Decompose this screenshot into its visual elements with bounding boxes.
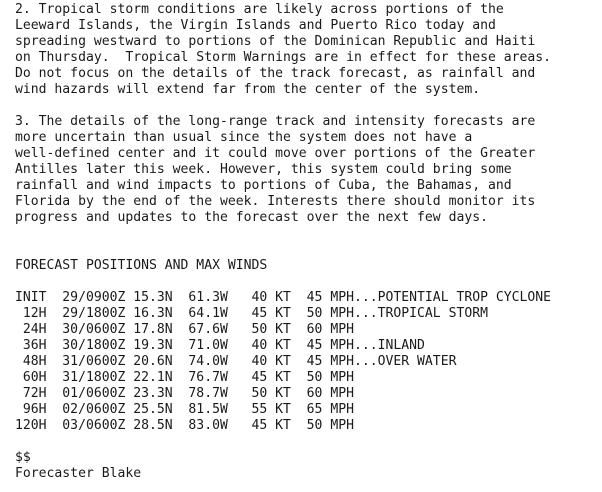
paragraph-line: well-defined center and it could move over portions of the Greater bbox=[15, 146, 536, 161]
forecast-header: FORECAST POSITIONS AND MAX WINDS bbox=[15, 258, 268, 273]
forecast-row: 120H 03/0600Z 28.5N 83.0W 45 KT 50 MPH bbox=[15, 418, 354, 433]
paragraph-line: spreading westward to portions of the Dominican Republic and Haiti bbox=[15, 34, 536, 49]
forecaster-signature: Forecaster Blake bbox=[15, 466, 142, 481]
spacer bbox=[15, 98, 602, 114]
paragraph-line: Leeward Islands, the Virgin Islands and Puerto Rico today and bbox=[15, 18, 496, 33]
paragraph-line: wind hazards will extend far from the center of the system. bbox=[15, 82, 481, 97]
paragraph-3 bbox=[15, 114, 602, 226]
forecast-row: INIT 29/0900Z 15.3N 61.3W 40 KT 45 MPH...POTENTIAL TROP CYCLONE bbox=[15, 290, 552, 305]
forecast-row: 12H 29/1800Z 16.3N 64.1W 45 KT 50 MPH...TROPICAL STORM bbox=[15, 306, 488, 321]
forecast-row: 48H 31/0600Z 20.6N 74.0W 40 KT 45 MPH...OVER WATER bbox=[15, 354, 457, 369]
paragraph-line: rainfall and wind impacts to portions of Cuba, the Bahamas, and bbox=[15, 178, 512, 193]
spacer bbox=[15, 274, 602, 290]
forecast-row: 60H 31/1800Z 22.1N 76.7W 45 KT 50 MPH bbox=[15, 370, 354, 385]
forecast-table bbox=[15, 290, 602, 434]
paragraph-line: more uncertain than usual since the system does not have a bbox=[15, 130, 473, 145]
paragraph-line: Do not focus on the details of the track forecast, as rainfall and bbox=[15, 66, 536, 81]
forecast-row: 72H 01/0600Z 23.3N 78.7W 50 KT 60 MPH bbox=[15, 386, 354, 401]
spacer bbox=[15, 226, 602, 258]
paragraph-line: progress and updates to the forecast over the next few days. bbox=[15, 210, 488, 225]
paragraph-line: Antilles later this week. However, this system could bring some bbox=[15, 162, 512, 177]
forecast-row: 96H 02/0600Z 25.5N 81.5W 55 KT 65 MPH bbox=[15, 402, 354, 417]
forecast-row: 36H 30/1800Z 19.3N 71.0W 40 KT 45 MPH...INLAND bbox=[15, 338, 425, 353]
end-marker: $$ bbox=[15, 450, 31, 465]
paragraph-2 bbox=[15, 2, 602, 98]
forecast-row: 24H 30/0600Z 17.8N 67.6W 50 KT 60 MPH bbox=[15, 322, 354, 337]
spacer bbox=[15, 434, 602, 450]
paragraph-line: 2. Tropical storm conditions are likely across portions of the bbox=[15, 2, 504, 17]
paragraph-line: 3. The details of the long-range track and intensity forecasts are bbox=[15, 114, 536, 129]
paragraph-line: on Thursday. Tropical Storm Warnings are in effect for these areas. bbox=[15, 50, 552, 65]
paragraph-line: Florida by the end of the week. Interests there should monitor its bbox=[15, 194, 536, 209]
